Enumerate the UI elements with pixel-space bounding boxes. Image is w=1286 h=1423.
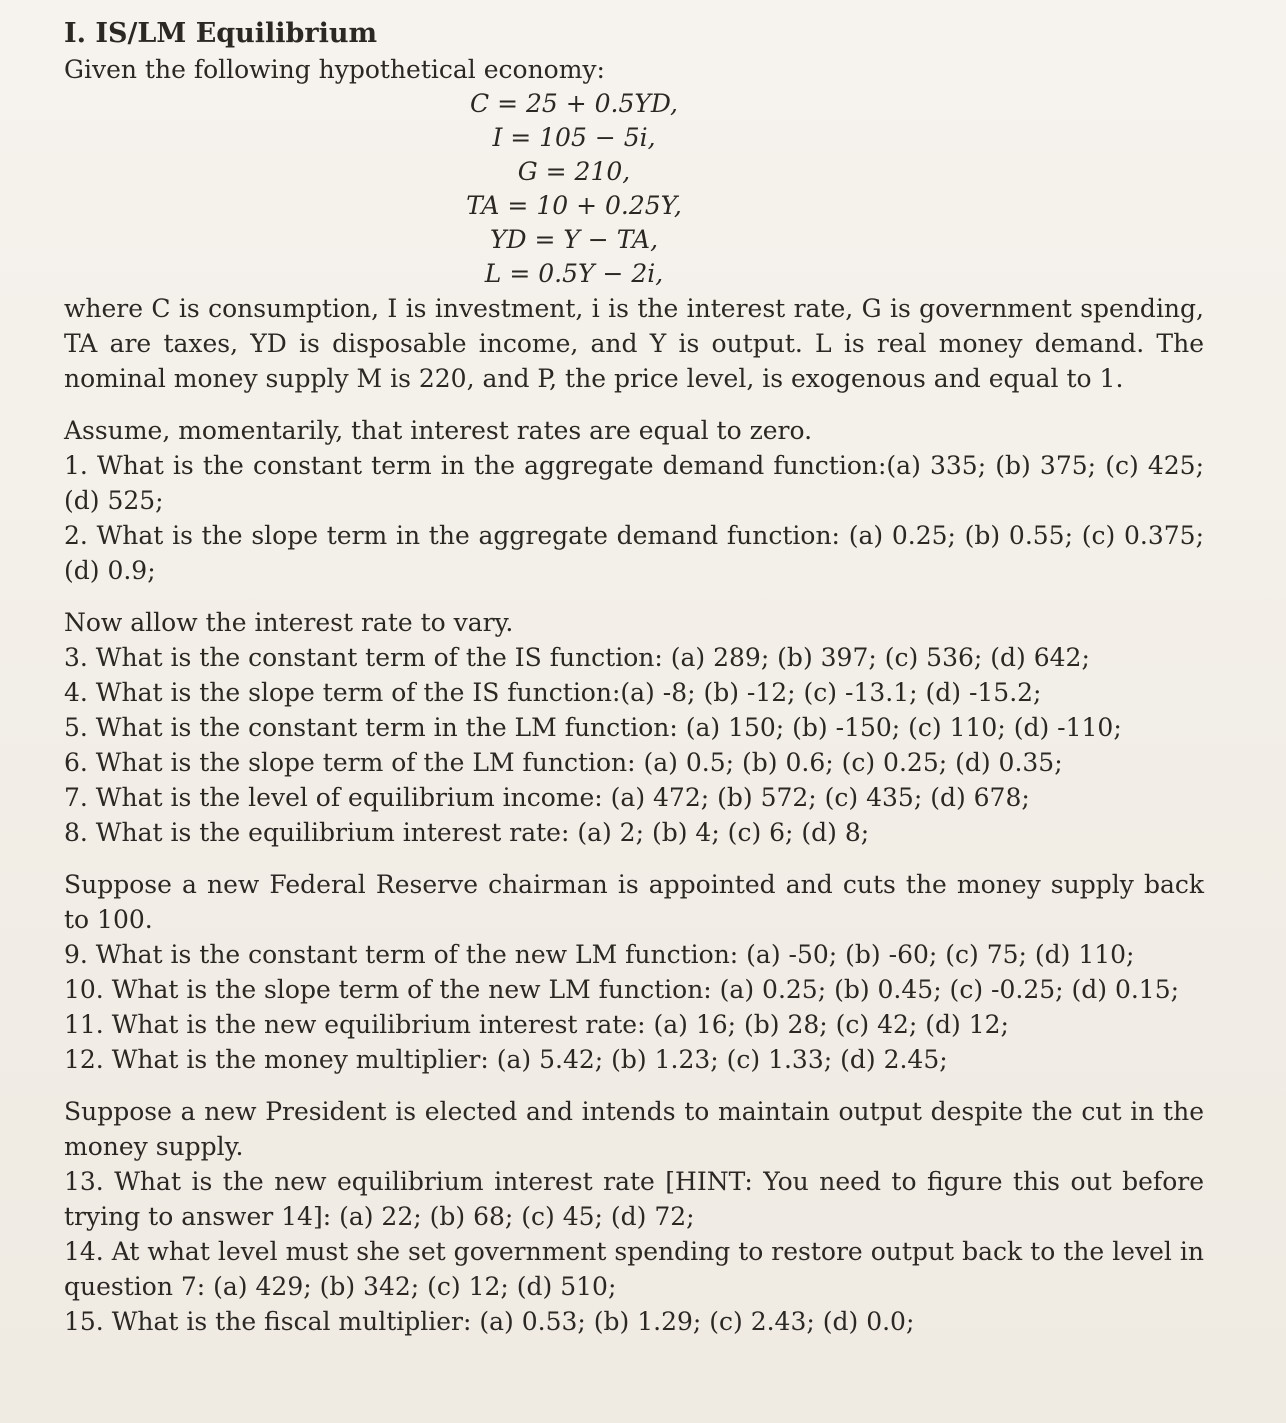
question-1: 1. What is the constant term in the aggregate demand function:(a) 335; (b) 375; (c) 425; (d) 525;: [64, 451, 1204, 515]
question-section-3: [64, 867, 1204, 1077]
equation-investment: I = 105 − 5i,: [492, 123, 656, 152]
question-5: 5. What is the constant term in the LM function: (a) 150; (b) -150; (c) 110; (d) -110;: [64, 713, 1122, 742]
variable-description: where C is consumption, I is investment, i is the interest rate, G is government spending, TA are taxes, YD is disposable income, and Y is output. L is real money demand. The nominal money supply M is 220, and P, the price level, is exogenous and equal to 1.: [64, 294, 1204, 393]
equation-taxes: TA = 10 + 0.25Y,: [466, 191, 682, 220]
question-14: 14. At what level must she set government spending to restore output back to the level in question 7: (a) 429; (b) 342; (c) 12; (d) 510;: [64, 1237, 1204, 1301]
question-11: 11. What is the new equilibrium interest rate: (a) 16; (b) 28; (c) 42; (d) 12;: [64, 1010, 1009, 1039]
section-intro: Now allow the interest rate to vary.: [64, 608, 514, 637]
question-section-2: [64, 605, 1204, 850]
equation-consumption: C = 25 + 0.5YD,: [470, 89, 678, 118]
section-intro: Assume, momentarily, that interest rates are equal to zero.: [64, 416, 813, 445]
intro-text: Given the following hypothetical economy:: [64, 55, 605, 84]
section-heading: I. IS/LM Equilibrium: [64, 18, 378, 49]
equation-government: G = 210,: [517, 157, 631, 186]
section-intro: Suppose a new Federal Reserve chairman is appointed and cuts the money supply back to 100.: [64, 870, 1204, 934]
section-intro: Suppose a new President is elected and intends to maintain output despite the cut in the money supply.: [64, 1097, 1204, 1161]
question-section-1: [64, 413, 1204, 588]
question-12: 12. What is the money multiplier: (a) 5.42; (b) 1.23; (c) 1.33; (d) 2.45;: [64, 1045, 948, 1074]
question-6: 6. What is the slope term of the LM function: (a) 0.5; (b) 0.6; (c) 0.25; (d) 0.35;: [64, 748, 1063, 777]
question-13: 13. What is the new equilibrium interest rate [HINT: You need to figure this out before trying to answer 14]: (a) 22; (b) 68; (c) 45; (d) 72;: [64, 1167, 1204, 1231]
question-7: 7. What is the level of equilibrium income: (a) 472; (b) 572; (c) 435; (d) 678;: [64, 783, 1030, 812]
question-9: 9. What is the constant term of the new LM function: (a) -50; (b) -60; (c) 75; (d) 110;: [64, 940, 1135, 969]
question-3: 3. What is the constant term of the IS function: (a) 289; (b) 397; (c) 536; (d) 642;: [64, 643, 1090, 672]
equation-block: [0, 87, 1204, 291]
question-4: 4. What is the slope term of the IS function:(a) -8; (b) -12; (c) -13.1; (d) -15.2;: [64, 678, 1042, 707]
equation-money-demand: L = 0.5Y − 2i,: [484, 259, 664, 288]
question-10: 10. What is the slope term of the new LM function: (a) 0.25; (b) 0.45; (c) -0.25; (d) 0.15;: [64, 975, 1180, 1004]
question-15: 15. What is the fiscal multiplier: (a) 0.53; (b) 1.29; (c) 2.43; (d) 0.0;: [64, 1307, 915, 1336]
document-content: [64, 16, 1204, 1339]
question-8: 8. What is the equilibrium interest rate: (a) 2; (b) 4; (c) 6; (d) 8;: [64, 818, 870, 847]
question-2: 2. What is the slope term in the aggregate demand function: (a) 0.25; (b) 0.55; (c) 0.375; (d) 0.9;: [64, 521, 1204, 585]
equation-disposable-income: YD = Y − TA,: [489, 225, 659, 254]
question-section-4: [64, 1094, 1204, 1339]
